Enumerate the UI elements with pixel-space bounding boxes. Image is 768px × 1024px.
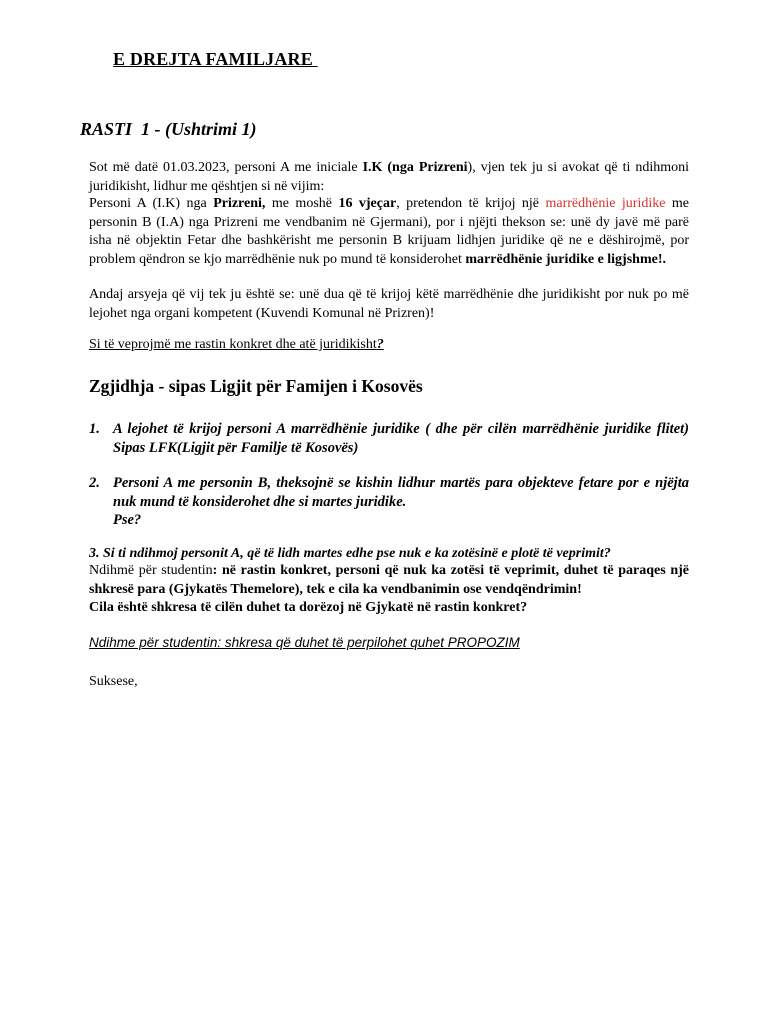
case-paragraph-3: Andaj arsyeja që vij tek ju është se: unë dua që të krijoj këtë marrëdhënie dhe juridikisht por nuk po më lejohet nga organi kompetent (Kuvendi Komunal në Prizren)! [89,287,689,321]
p2-bold-3: marrëdhënie juridike e ligjshme!. [465,251,666,267]
case-paragraph-1 [89,159,689,196]
closing-text: Suksese, [89,674,138,689]
p1-text-1: Sot më datë 01.03.2023, personi A me iniciale [89,160,363,175]
help-question: Cila është shkresa të cilën duhet ta dorëzoj në Gjykatë në rastin konkret? [89,600,528,615]
p1-text-2: ), vjen tek ju si avokat që ti ndihmoni juridikisht, lidhur me qështjen si në vijim: [89,160,689,194]
question-2-followup: Pse? [113,512,142,528]
question-1-number: 1. [89,421,100,437]
document-title: E DREJTA FAMILJARE [113,49,318,69]
case-title: RASTI 1 - (Ushtrimi 1) [80,119,257,139]
p2-text-4: me personin B (I.A) nga Prizreni me vendbanim në Gjermani), por i njëjti thekson se: unë dy javë më parë isha në objektin Fetar dhe bashkërisht me personin B krijuam lidhjen juridike që ne e dëshirojmë, por problem qëndron se kjo marrëdhënie nuk po mund të konsiderohet [89,196,690,267]
help-bold: : në rastin konkret, personi që nuk ka zotësi të veprimit, duhet të paraqes një shkresë para (Gjykatës Themelore), tek e cila ka vendbanimin ose vendqëndrimin! [89,563,689,597]
main-question-text: Si të veprojmë me rastin konkret dhe atë juridikisht [89,337,377,352]
p2-bold-1: Prizreni, [213,196,266,211]
question-2-body: Personi A me personin B, theksojnë se kishin lidhur martës para objekteve fetare por e njëjta nuk mund të konsiderohet dhe si martes juridike. [113,475,689,510]
p2-text-2: me moshë [265,196,339,211]
main-question-mark: ? [376,337,384,352]
p2-bold-2: 16 vjeçar [338,196,397,211]
student-help-1 [89,562,689,618]
highlighted-term: marrëdhënie juridike [545,196,666,211]
question-1-text: A lejohet të krijoj personi A marrëdhënie juridike ( dhe për cilën marrëdhënie juridike flitet) Sipas LFK(Ligjit për Familje të Kosovës) [113,421,689,456]
case-paragraph-2 [89,195,689,269]
question-3: 3. Si ti ndihmoj personit A, që të lidh martes edhe pse nuk e ka zotësinë e plotë të veprimit? [89,546,611,561]
p2-text-1: Personi A (I.K) nga [89,196,214,211]
student-help-2: Ndihme për studentin: shkresa që duhet të perpilohet quhet PROPOZIM [89,635,520,650]
question-2-text [113,474,689,530]
help-lead: Ndihmë për studentin [89,563,213,578]
main-question [89,337,384,353]
p2-text-3: , pretendon të krijoj një [396,196,546,211]
p1-bold-1: I.K (nga Prizreni [362,160,468,175]
solution-heading: Zgjidhja - sipas Ligjit për Famijen i Kosovës [89,376,423,396]
question-2-number: 2. [89,475,100,491]
